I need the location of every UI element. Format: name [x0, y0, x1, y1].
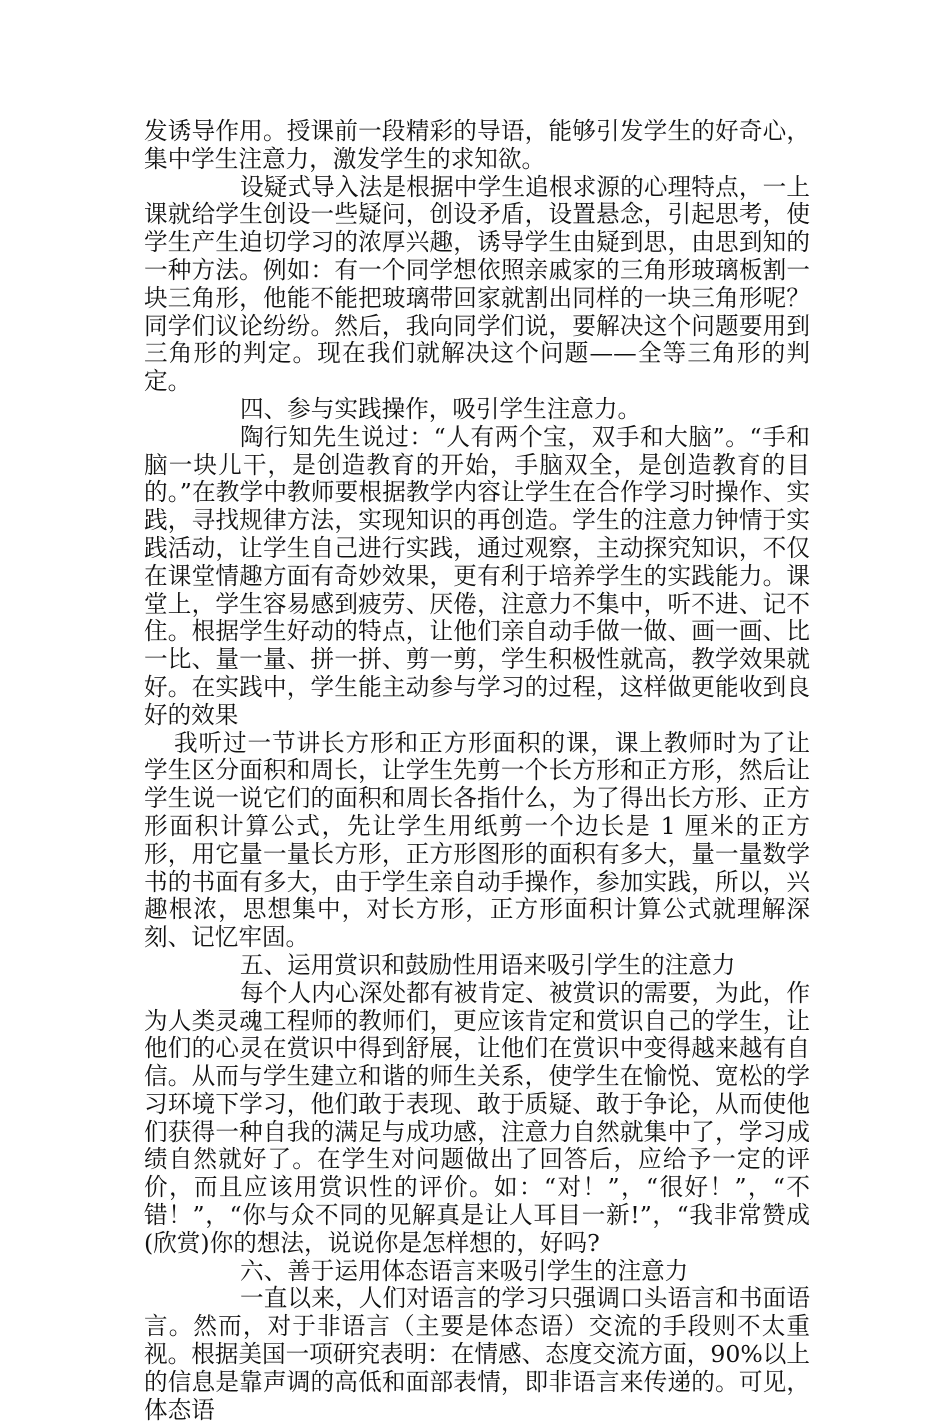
paragraph-area-lesson: 我听过一节讲长方形和正方形面积的课，课上教师时为了让学生区分面积和周长，让学生先剪一个长方形和正方形，然后让学生说一说它们的面积和周长各指什么，为了得出长方形、正方形面积计算公式，先让学生用纸剪一个边长是 1 厘米的正方形，用它量一量长方形，正方形图形的面积有多大，量一量数学书的书面有多大，由于学生亲自动手操作，参加实践，所以，兴趣根浓，思想集中，对长方形，正方形面积计算公式就理解深刻、记忆牢固。 — [144, 728, 810, 952]
section-heading-six: 六、善于运用体态语言来吸引学生的注意力 — [240, 1256, 689, 1285]
section-heading-five: 五、运用赏识和鼓励性用语来吸引学生的注意力 — [240, 950, 736, 979]
section-heading-four: 四、参与实践操作，吸引学生注意力。 — [240, 394, 642, 423]
paragraph-appreciation: 每个人内心深处都有被肯定、被赏识的需要，为此，作为人类灵魂工程师的教师们，更应该肯定和赏识自己的学生，让他们的心灵在赏识中得到舒展，让他们在赏识中变得越来越有自信。从而与学生建立和谐的师生关系，使学生在愉悦、宽松的学习环境下学习，他们敢于表现、敢于质疑、敢于争论，从而使他们获得一种自我的满足与成功感，注意力自然就集中了，学习成绩自然就好了。在学生对问题做出了回答后，应给予一定的评价，而且应该用赏识性的评价。如：“对！”，“很好！”，“不错！”，“你与众不同的见解真是让人耳目一新!”，“我非常赞成(欣赏)你的想法，说说你是怎样想的，好吗? — [144, 978, 810, 1257]
paragraph-practice: 陶行知先生说过：“人有两个宝，双手和大脑”。“手和脑一块儿干，是创造教育的开始，手脑双全，是创造教育的目的。”在教学中教师要根据教学内容让学生在合作学习时操作、实践，寻找规律方法，实现知识的再创造。学生的注意力钟情于实践活动，让学生自己进行实践，通过观察，主动探究知识，不仅在课堂情趣方面有奇妙效果，更有利于培养学生的实践能力。课堂上，学生容易感到疲劳、厌倦，注意力不集中，听不进、记不住。根据学生好动的特点，让他们亲自动手做一做、画一画、比一比、量一量、拼一拼、剪一剪，学生积极性就高，教学效果就好。在实践中，学生能主动参与学习的过程，这样做更能收到良好的效果 — [144, 422, 810, 729]
document-body — [144, 118, 810, 1424]
paragraph-suspense-method: 设疑式导入法是根据中学生追根求源的心理特点，一上课就给学生创设一些疑问，创设矛盾，设置悬念，引起思考，使学生产生迫切学习的浓厚兴趣，诱导学生由疑到思，由思到知的一种方法。例如：有一个同学想依照亲戚家的三角形玻璃板割一块三角形，他能不能把玻璃带回家就割出同样的一块三角形呢？同学们议论纷纷。然后，我向同学们说，要解决这个问题要用到三角形的判定。现在我们就解决这个问题——全等三角形的判定。 — [144, 172, 810, 396]
paragraph-body-language: 一直以来，人们对语言的学习只强调口头语言和书面语言。然而，对于非语言（主要是体态语）交流的手段则不太重视。根据美国一项研究表明：在情感、态度交流方面，90%以上的信息是靠声调的高低和面部表情，即非语言来传递的。可见，体态语 — [144, 1284, 810, 1424]
paragraph-intro-continued: 发诱导作用。授课前一段精彩的导语，能够引发学生的好奇心，集中学生注意力，激发学生的求知欲。 — [144, 117, 810, 173]
